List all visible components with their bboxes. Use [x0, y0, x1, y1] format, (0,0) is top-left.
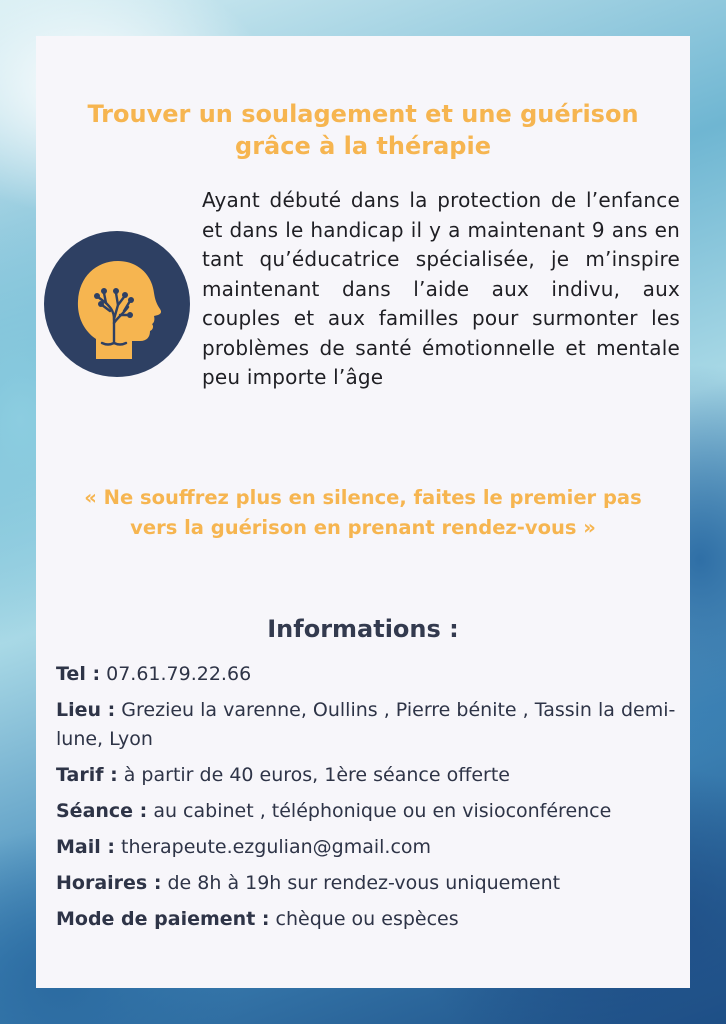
intro-paragraph: Ayant débuté dans la protection de l’enfance et dans le handicap il y a maintenant 9 ans en tant qu’éducatrice spécialisée, je m’inspire maintenant dans l’aide aux indivu, aux couples et aux familles pour surmonter les problèmes de santé émotionnelle et mentale peu importe l’âge [202, 188, 680, 389]
info-value: de 8h à 19h sur rendez-vous uniquement [167, 872, 561, 894]
info-list [56, 660, 688, 941]
quote-line-1: « Ne souffrez plus en silence, faites le premier pas [84, 486, 642, 509]
info-seance [56, 797, 688, 826]
info-heading: Informations : [267, 615, 459, 643]
info-horaires [56, 869, 688, 898]
info-label: Mode de paiement : [56, 908, 270, 930]
info-value: chèque ou espèces [275, 908, 459, 930]
info-value: Grezieu la varenne, Oullins , Pierre bénite , Tassin la demi-lune, Lyon [56, 699, 676, 750]
title-line-1: Trouver un soulagement et une guérison [87, 100, 639, 128]
info-value: au cabinet , téléphonique ou en visioconférence [153, 800, 612, 822]
quote-line-2: vers la guérison en prenant rendez-vous » [130, 516, 596, 539]
info-value: à partir de 40 euros, 1ère séance offerte [123, 764, 510, 786]
info-label: Tarif : [56, 764, 118, 786]
email-address[interactable]: therapeute.ezgulian@gmail.com [121, 836, 432, 858]
info-label: Tel : [56, 663, 101, 685]
info-mail [56, 833, 688, 862]
info-label: Lieu : [56, 699, 116, 721]
phone-number[interactable]: 07.61.79.22.66 [106, 663, 252, 685]
info-label: Horaires : [56, 872, 162, 894]
info-paiement [56, 905, 688, 934]
title-line-2: grâce à la thérapie [235, 132, 491, 160]
page-title [36, 98, 690, 162]
info-lieu [56, 696, 688, 754]
head-with-tree-icon [44, 231, 190, 377]
info-label: Séance : [56, 800, 148, 822]
info-tel [56, 660, 688, 689]
flyer-card [36, 36, 690, 988]
info-tarif [56, 761, 688, 790]
info-label: Mail : [56, 836, 115, 858]
call-to-action-quote [36, 483, 690, 543]
